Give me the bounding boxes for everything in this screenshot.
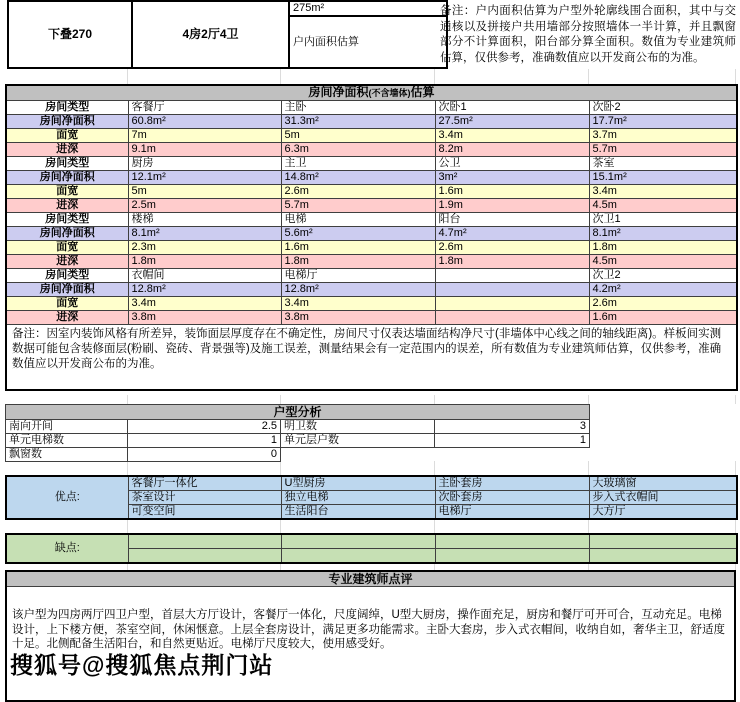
room-width-cell: 2.3m bbox=[128, 241, 281, 255]
pros-item: U型厨房 bbox=[281, 476, 435, 491]
row-label: 面宽 bbox=[6, 297, 128, 311]
room-depth-cell: 5.7m bbox=[589, 143, 737, 157]
room-width-row bbox=[6, 129, 737, 143]
cons-label: 缺点: bbox=[6, 534, 128, 563]
row-label: 房间类型 bbox=[6, 101, 128, 115]
room-depth-cell: 1.8m bbox=[435, 255, 589, 269]
room-type-row bbox=[6, 157, 737, 171]
row-label: 进深 bbox=[6, 143, 128, 157]
cons-cell bbox=[435, 549, 589, 564]
room-depth-cell: 6.3m bbox=[281, 143, 435, 157]
row-label: 房间净面积 bbox=[6, 283, 128, 297]
watermark: 搜狐号@搜狐焦点荆门站 bbox=[10, 652, 274, 678]
room-area-cell: 27.5m² bbox=[435, 115, 589, 129]
room-area-cell: 31.3m² bbox=[281, 115, 435, 129]
room-name-cell: 电梯 bbox=[281, 213, 435, 227]
room-width-cell: 3.7m bbox=[589, 129, 737, 143]
room-depth-cell: 2.5m bbox=[128, 199, 281, 213]
row-label: 面宽 bbox=[6, 185, 128, 199]
room-area-cell: 3m² bbox=[435, 171, 589, 185]
analysis-label: 单元层户数 bbox=[281, 434, 435, 448]
room-area-cell: 4.7m² bbox=[435, 227, 589, 241]
room-name-cell: 客餐厅 bbox=[128, 101, 281, 115]
room-name-cell: 主卫 bbox=[281, 157, 435, 171]
analysis-label: 单元电梯数 bbox=[6, 434, 128, 448]
pros-item: 电梯厅 bbox=[435, 505, 589, 520]
row-label: 进深 bbox=[6, 311, 128, 325]
architect-review-table bbox=[5, 570, 736, 702]
pros-item: 可变空间 bbox=[128, 505, 281, 520]
cons-cell bbox=[589, 534, 737, 549]
room-width-cell bbox=[435, 297, 589, 311]
room-depth-cell bbox=[435, 311, 589, 325]
pros-item: 次卧套房 bbox=[435, 491, 589, 505]
analysis-value: 2.5 bbox=[128, 420, 281, 434]
row-label: 面宽 bbox=[6, 129, 128, 143]
room-name-cell: 茶室 bbox=[589, 157, 737, 171]
room-width-cell: 2.6m bbox=[435, 241, 589, 255]
row-label: 房间类型 bbox=[6, 213, 128, 227]
room-depth-row bbox=[6, 255, 737, 269]
analysis-title: 户型分析 bbox=[6, 405, 590, 420]
room-width-cell: 1.6m bbox=[281, 241, 435, 255]
room-name-cell: 厨房 bbox=[128, 157, 281, 171]
measurement-note: 备注：因室内装饰风格有所差异，装饰面层厚度存在不确定性，房间尺寸仅表达墙面结构净尺寸(非墙体中心线之间的轴线距离)。样板间实测数据可能包含装修面层(粉刷、瓷砖、背景强等)及施工误差，测量结果会有一定范围内的误差，所有数值为专业建筑师估算，仅供参考，准确数值应以开发商公布的为准。 bbox=[6, 325, 737, 391]
row-label: 房间净面积 bbox=[6, 171, 128, 185]
room-area-cell: 8.1m² bbox=[128, 227, 281, 241]
room-depth-row bbox=[6, 199, 737, 213]
room-depth-cell: 9.1m bbox=[128, 143, 281, 157]
room-area-row bbox=[6, 115, 737, 129]
room-name-cell: 公卫 bbox=[435, 157, 589, 171]
room-width-cell: 3.4m bbox=[435, 129, 589, 143]
room-type-row bbox=[6, 269, 737, 283]
room-type-row bbox=[6, 213, 737, 227]
room-area-cell: 12.8m² bbox=[128, 283, 281, 297]
room-area-cell: 15.1m² bbox=[589, 171, 737, 185]
room-width-cell: 1.6m bbox=[435, 185, 589, 199]
room-area-row bbox=[6, 227, 737, 241]
room-name-cell: 阳台 bbox=[435, 213, 589, 227]
room-width-cell: 3.4m bbox=[281, 297, 435, 311]
room-width-row bbox=[6, 241, 737, 255]
room-area-cell: 12.1m² bbox=[128, 171, 281, 185]
room-area-cell: 4.2m² bbox=[589, 283, 737, 297]
room-name-cell: 次卧2 bbox=[589, 101, 737, 115]
analysis-value: 1 bbox=[128, 434, 281, 448]
room-area-cell bbox=[435, 283, 589, 297]
room-depth-cell: 1.8m bbox=[128, 255, 281, 269]
room-width-row bbox=[6, 185, 737, 199]
pros-table bbox=[5, 475, 738, 520]
analysis-label: 明卫数 bbox=[281, 420, 435, 434]
cons-cell bbox=[435, 534, 589, 549]
room-depth-row bbox=[6, 311, 737, 325]
area-estimate-note: 备注：户内面积估算为户型外轮廓线围合面积，其中与交通核以及拼接户共用墙部分按照墙体一半计算，并且飘窗部分不计算面积，阳台部分算全面积。数值为专业建筑师估算，仅供参考，准确数值应以开发商公布的为准。 bbox=[440, 5, 736, 64]
row-label: 进深 bbox=[6, 255, 128, 269]
cons-cell bbox=[281, 549, 435, 564]
room-depth-row bbox=[6, 143, 737, 157]
cons-cell bbox=[589, 549, 737, 564]
room-width-row bbox=[6, 297, 737, 311]
room-name-cell: 次卫1 bbox=[589, 213, 737, 227]
row-label: 面宽 bbox=[6, 241, 128, 255]
room-area-cell: 8.1m² bbox=[589, 227, 737, 241]
review-text: 该户型为四房两厅四卫户型，首层大方厅设计，客餐厅一体化，尺度阔绰，U型大厨房，操作面充足，厨房和餐厅可开可合，互动充足。电梯设计，上下楼方便，茶室空间，休闲惬意。上层全套房设计，满足更多功能需求。主卧大套房，步入式衣帽间，收纳自如，奢华主卫，舒适度十足。北侧配备生活阳台，和自然更贴近。电梯厅尺度较大，使用感受好。 bbox=[6, 587, 735, 702]
analysis-value: 1 bbox=[435, 434, 590, 448]
room-depth-cell: 1.8m bbox=[281, 255, 435, 269]
room-width-cell: 7m bbox=[128, 129, 281, 143]
pros-item: 生活阳台 bbox=[281, 505, 435, 520]
room-depth-cell: 5.7m bbox=[281, 199, 435, 213]
room-width-cell: 3.4m bbox=[589, 185, 737, 199]
room-area-cell: 14.8m² bbox=[281, 171, 435, 185]
room-depth-cell: 4.5m bbox=[589, 199, 737, 213]
cons-table bbox=[5, 533, 738, 564]
room-area-cell: 12.8m² bbox=[281, 283, 435, 297]
grid-gap bbox=[5, 461, 736, 475]
cons-cell bbox=[128, 534, 281, 549]
room-width-cell: 2.6m bbox=[281, 185, 435, 199]
pros-item: 大方厅 bbox=[589, 505, 737, 520]
total-area-cell: 275m² bbox=[289, 1, 447, 16]
empty-cell bbox=[435, 448, 590, 462]
room-depth-cell: 3.8m bbox=[128, 311, 281, 325]
room-area-table bbox=[5, 84, 738, 391]
room-name-cell: 电梯厅 bbox=[281, 269, 435, 283]
row-label: 房间类型 bbox=[6, 157, 128, 171]
cons-cell bbox=[281, 534, 435, 549]
pros-item: 主卧套房 bbox=[435, 476, 589, 491]
review-title: 专业建筑师点评 bbox=[6, 571, 735, 587]
room-width-cell: 5m bbox=[281, 129, 435, 143]
pros-label: 优点: bbox=[6, 476, 128, 519]
pros-item: 步入式衣帽间 bbox=[589, 491, 737, 505]
room-area-cell: 17.7m² bbox=[589, 115, 737, 129]
grid-gap bbox=[5, 69, 736, 84]
room-name-cell: 次卫2 bbox=[589, 269, 737, 283]
room-name-cell bbox=[435, 269, 589, 283]
pros-item: 独立电梯 bbox=[281, 491, 435, 505]
room-count-cell: 4房2厅4卫 bbox=[132, 1, 289, 68]
analysis-value: 3 bbox=[435, 420, 590, 434]
analysis-label: 飘窗数 bbox=[6, 448, 128, 462]
row-label: 房间净面积 bbox=[6, 227, 128, 241]
room-name-cell: 主卧 bbox=[281, 101, 435, 115]
room-width-cell: 1.8m bbox=[589, 241, 737, 255]
grid-gap bbox=[5, 395, 736, 404]
room-area-row bbox=[6, 171, 737, 185]
room-name-cell: 次卧1 bbox=[435, 101, 589, 115]
room-area-row bbox=[6, 283, 737, 297]
room-name-cell: 衣帽间 bbox=[128, 269, 281, 283]
row-label: 房间类型 bbox=[6, 269, 128, 283]
room-width-cell: 2.6m bbox=[589, 297, 737, 311]
room-depth-cell: 1.9m bbox=[435, 199, 589, 213]
pros-item: 大玻璃窗 bbox=[589, 476, 737, 491]
pros-item: 客餐厅一体化 bbox=[128, 476, 281, 491]
room-depth-cell: 1.6m bbox=[589, 311, 737, 325]
room-width-cell: 3.4m bbox=[128, 297, 281, 311]
unit-header-table bbox=[7, 0, 448, 69]
room-table-title: 房间净面积(不含墙体)估算 bbox=[6, 85, 737, 101]
analysis-value: 0 bbox=[128, 448, 281, 462]
room-name-cell: 楼梯 bbox=[128, 213, 281, 227]
room-depth-cell: 3.8m bbox=[281, 311, 435, 325]
room-type-row bbox=[6, 101, 737, 115]
room-depth-cell: 8.2m bbox=[435, 143, 589, 157]
pros-item: 茶室设计 bbox=[128, 491, 281, 505]
room-area-cell: 60.8m² bbox=[128, 115, 281, 129]
room-width-cell: 5m bbox=[128, 185, 281, 199]
room-area-cell: 5.6m² bbox=[281, 227, 435, 241]
analysis-label: 南向开间 bbox=[6, 420, 128, 434]
row-label: 房间净面积 bbox=[6, 115, 128, 129]
empty-cell bbox=[281, 448, 435, 462]
row-label: 进深 bbox=[6, 199, 128, 213]
grid-gap bbox=[5, 519, 736, 533]
cons-cell bbox=[128, 549, 281, 564]
area-label-cell: 户内面积估算 bbox=[289, 16, 447, 68]
layout-analysis-table bbox=[5, 404, 590, 462]
room-depth-cell: 4.5m bbox=[589, 255, 737, 269]
unit-name-cell: 下叠270 bbox=[8, 1, 132, 68]
